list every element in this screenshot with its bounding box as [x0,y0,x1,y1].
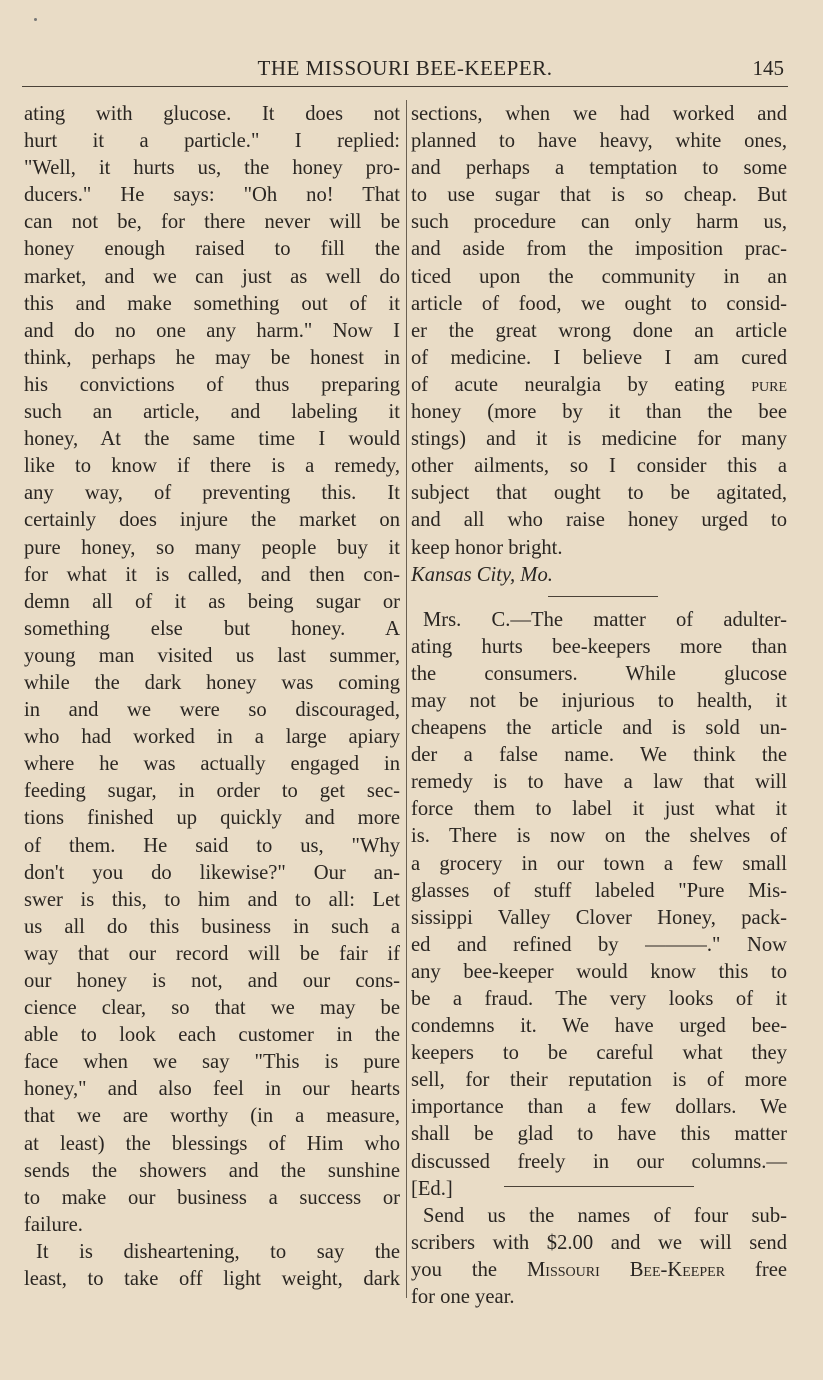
emphasis-pure: pure [751,373,787,396]
right-column-a-line: such procedure can only harm us, [411,211,787,234]
editor-signature-line [411,1176,787,1203]
left-column-line: any way, of preventing this. It [24,482,400,505]
separator-space [411,589,787,607]
right-column-a-line: ticed upon the community in an [411,265,787,288]
editor-note-line: importance than a few dollars. We [411,1096,787,1119]
editor-note-line: glasses of stuff labeled "Pure Mis- [411,879,787,902]
left-column-line: think, perhaps he may be honest in [24,346,400,369]
right-column-a-line: planned to have heavy, white ones, [411,130,787,153]
left-column-line: our honey is not, and our cons- [24,970,400,992]
left-column [24,101,400,1293]
left-column-line: sends the showers and the sunshine [24,1159,400,1182]
left-column-line: his convictions of thus preparing [24,373,400,396]
section-rule [548,596,658,597]
left-column-line: certainly does injure the market on [24,509,400,532]
editor-note-line: shall be glad to have this matter [411,1123,787,1146]
right-column-a-line: sections, when we had worked and [411,103,787,125]
left-column-line: such an article, and labeling it [24,401,400,424]
editor-note-line: sell, for their reputation is of more [411,1069,787,1092]
right-column-b-line: honey (more by it than the bee [411,401,787,424]
editor-signature: [Ed.] [411,1177,453,1200]
editor-note-line: any bee-keeper would know this to [411,960,787,983]
right-column-a-line: er the great wrong done an article [411,319,787,342]
editor-note-line: cheapens the article and is sold un- [411,717,787,740]
right-column-continued-text [411,101,787,372]
left-column-line: way that our record will be fair if [24,942,400,965]
right-column-b-line: subject that ought to be agitated, [411,482,787,505]
editor-note-line: discussed freely in our columns.— [411,1150,787,1173]
left-column-line: like to know if there is a remedy, [24,455,400,478]
editor-note-line: force them to label it just what it [411,798,787,821]
right-column-a-line: article of food, we ought to consid- [411,292,787,315]
left-column-line: honey enough raised to fill the [24,238,400,261]
left-column-line: who had worked in a large apiary [24,726,400,749]
editor-note-line: condemns it. We have urged bee- [411,1015,787,1038]
subscription-line-1: Send us the names of four sub- [423,1204,787,1227]
left-column-line: of them. He said to us, "Why [24,834,400,857]
editor-note-line: remedy is to have a law that will [411,771,787,794]
left-column-line: swer is this, to him and to all: Let [24,888,400,911]
left-column-line: pure honey, so many people buy it [24,536,400,559]
right-column-b-line: other ailments, so I consider this a [411,455,787,478]
editor-note-line: Mrs. C.—The matter of adulter- [423,608,787,631]
paper-speck [34,18,37,21]
page-number: 145 [752,56,784,80]
left-column-line: where he was actually engaged in [24,753,400,776]
editor-note-line: ed and refined by ———." Now [411,933,787,956]
running-title: THE MISSOURI BEE-KEEPER. [257,56,553,80]
editor-note-line: a grocery in our town a few small [411,852,787,875]
subscription-line-4: for one year. [411,1286,515,1309]
left-column-line: ating with glucose. It does not [24,103,400,125]
editor-note [411,607,787,1176]
left-column-line: able to look each customer in the [24,1024,400,1047]
editor-note-line: the consumers. While glucose [411,662,787,685]
editor-note-line: der a false name. We think the [411,744,787,767]
publication-name: Missouri Bee-Keeper [526,1258,726,1281]
editor-note-line: ating hurts bee-keepers more than [411,635,787,658]
subscription-line-2: scribers with $2.00 and we will send [411,1231,787,1254]
left-column-line: honey, At the same time I would [24,428,400,451]
left-column-line: and do no one any harm." Now I [24,319,400,342]
left-column-line: honey," and also feel in our hearts [24,1078,400,1101]
left-column-line: to make our business a success or [24,1186,400,1209]
left-column-line: don't you do likewise?" Our an- [24,861,400,884]
editor-note-line: keepers to be careful what they [411,1042,787,1065]
left-column-line: feeding sugar, in order to get sec- [24,780,400,803]
left-column-line: that we are worthy (in a measure, [24,1105,400,1128]
editor-note-line: is. There is now on the shelves of [411,825,787,848]
editor-note-line: be a fraud. The very looks of it [411,988,787,1010]
text-line-pure: of acute neuralgia by eating pure [411,373,787,396]
left-column-line: face when we say "This is pure [24,1051,400,1074]
left-column-line: "Well, it hurts us, the honey pro- [24,157,400,180]
left-column-line: least, to take off light weight, dark [24,1268,400,1291]
right-column-a-line: to use sugar that is so cheap. But [411,184,787,207]
left-column-line: at least) the blessings of Him who [24,1132,400,1155]
subscription-line-3: you the Missouri Bee-Keeper free [411,1258,787,1281]
left-column-line: cience clear, so that we may be [24,997,400,1020]
left-column-line: failure. [24,1213,83,1236]
left-column-line: something else but honey. A [24,617,400,640]
left-column-line: this and make something out of it [24,292,400,315]
right-column-b-line: stings) and it is medicine for many [411,428,787,451]
left-column-line: tions finished up quickly and more [24,807,400,830]
left-column-line: market, and we can just as well do [24,265,400,288]
right-column-text-end [411,399,787,562]
left-column-line: ducers." He says: "Oh no! That [24,184,400,207]
left-column-line: young man visited us last summer, [24,644,400,667]
right-column-b-line: and all who raise honey urged to [411,509,787,532]
right-column-a-line: and perhaps a temptation to some [411,157,787,180]
editor-note-line: sissippi Valley Clover Honey, pack- [411,906,787,929]
left-column-line: while the dark honey was coming [24,671,400,694]
left-column-line: demn all of it as being sugar or [24,590,400,613]
left-column-line: hurt it a particle." I replied: [24,130,400,153]
right-column-b-line: keep honor bright. [411,536,563,559]
left-column-line: in and we were so discouraged, [24,699,400,722]
editor-note-line: may not be injurious to health, it [411,689,787,712]
right-column [411,101,787,1311]
left-column-line: It is disheartening, to say the [36,1240,400,1263]
right-column-a-line: of medicine. I believe I am cured [411,346,787,369]
left-column-line: can not be, for there never will be [24,211,400,234]
page-header [22,56,788,87]
left-column-line: us all do this business in such a [24,915,400,938]
letter-signature: Kansas City, Mo. [411,563,553,586]
column-divider [406,100,407,1298]
right-column-a-line: and aside from the imposition prac- [411,238,787,261]
end-rule [504,1186,694,1187]
left-column-line: for what it is called, and then con- [24,563,400,586]
